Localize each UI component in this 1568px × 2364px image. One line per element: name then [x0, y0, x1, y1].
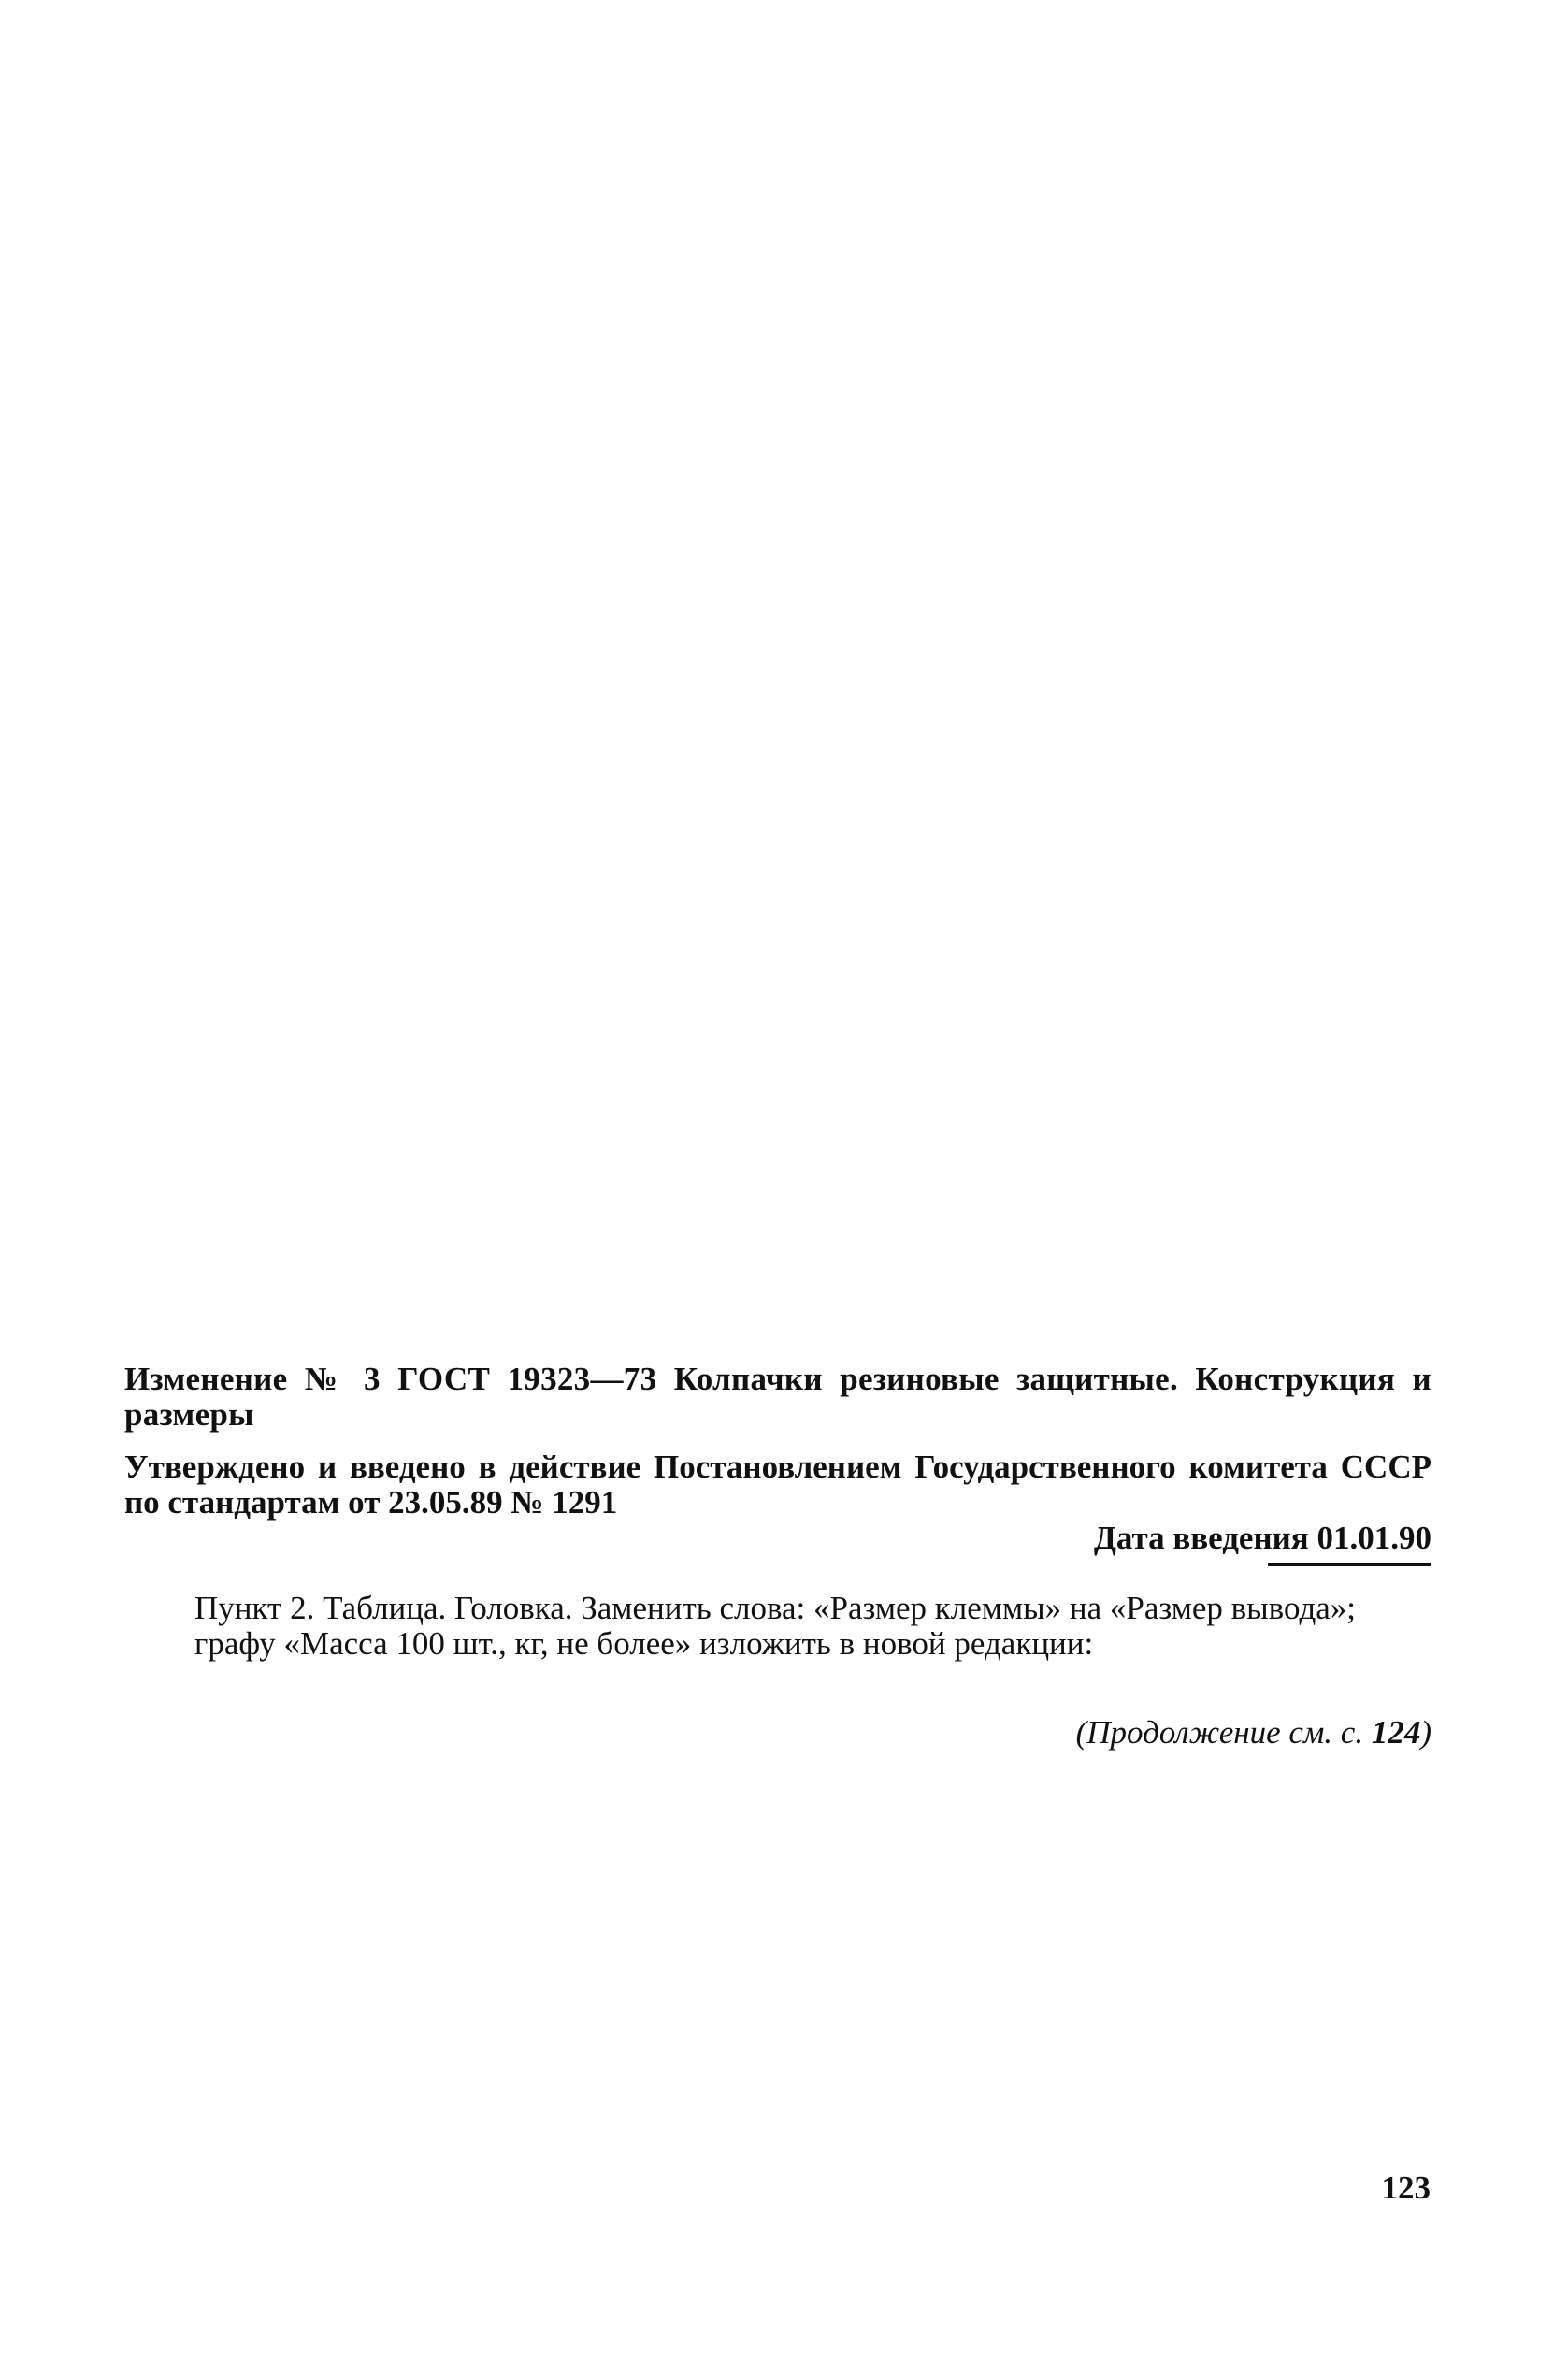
date-underline-rule [1268, 1563, 1431, 1566]
paragraph-item-2: Пункт 2. Таблица. Головка. Заменить слова: «Размер клеммы» на «Размер вывода»; [194, 1590, 1357, 1626]
continuation-text: (Продолжение см. с. [1075, 1714, 1372, 1751]
paragraph-mass-column: графу «Масса 100 шт., кг, не более» изложить в новой редакции: [194, 1625, 1094, 1662]
amendment-heading: Изменение № 3 ГОСТ 19323—73 Колпачки резиновые защитные. Конструкция и размеры [124, 1361, 1431, 1433]
effective-date-text: 01.01.90 [1316, 1520, 1431, 1556]
continuation-close: ) [1420, 1714, 1431, 1751]
page-number: 123 [1381, 2169, 1431, 2206]
continuation-note [124, 1714, 1431, 1751]
effective-date-line [124, 1520, 1431, 1557]
effective-date-label: Дата введения [1093, 1520, 1317, 1556]
continuation-page-ref: 124 [1371, 1714, 1421, 1751]
approval-statement: Утверждено и введено в действие Постановлением Государственного комитета СССР по стандартам от 23.05.89 № 1291 [124, 1449, 1431, 1521]
amendment-body [124, 1591, 1431, 1662]
effective-date-value [1317, 1520, 1432, 1557]
